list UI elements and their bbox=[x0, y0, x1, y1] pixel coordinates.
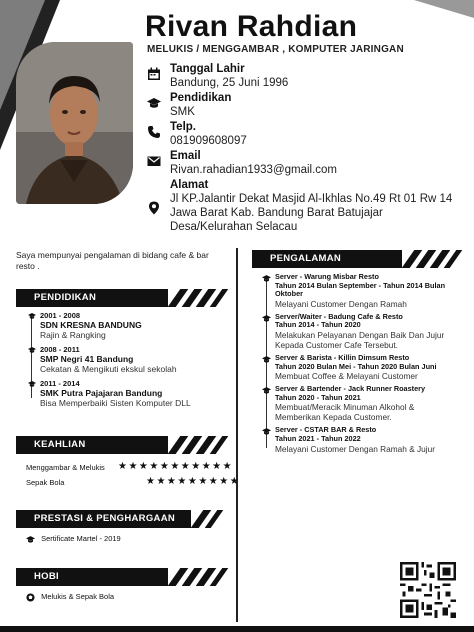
info-education-title: Pendidikan bbox=[170, 92, 232, 104]
phone-icon bbox=[147, 125, 161, 139]
experience-years: Tahun 2020 - Tahun 2021 bbox=[275, 392, 361, 402]
profile-photo-illustration bbox=[16, 42, 133, 204]
column-divider bbox=[236, 248, 238, 622]
section-title-skills: KEAHLIAN bbox=[34, 439, 86, 450]
candidate-name: Rivan Rahdian bbox=[145, 10, 358, 43]
education-timeline bbox=[28, 311, 228, 411]
experience-desc: Membuat Coffee & Melayani Customer bbox=[275, 371, 418, 382]
info-email-value: Rivan.rahadian1933@gmail.com bbox=[170, 164, 338, 176]
info-address bbox=[145, 179, 465, 234]
education-years: 2008 - 2011 bbox=[40, 345, 80, 354]
info-address-value: Jl KP.Jalantir Dekat Masjid Al-Ikhlas No.49 Rt 01 Rw 14 Jawa Barat Kab. Bandung Barat Batujajar Desa/Kelurahan Selacau bbox=[170, 193, 453, 233]
candidate-role: MELUKIS / MENGGAMBAR , KOMPUTER JARINGAN bbox=[147, 44, 404, 55]
info-phone bbox=[145, 121, 465, 148]
graduation-cap-icon bbox=[262, 274, 271, 283]
experience-item bbox=[262, 385, 458, 422]
graduation-cap-icon bbox=[28, 380, 36, 388]
skill-stars: ★★★★★★★★★ bbox=[146, 476, 241, 487]
info-email-title: Email bbox=[170, 150, 201, 162]
graduation-cap-icon bbox=[26, 535, 35, 544]
graduation-cap-icon bbox=[147, 96, 161, 110]
section-title-education: PENDIDIKAN bbox=[34, 292, 97, 303]
graduation-cap-icon bbox=[262, 355, 271, 364]
info-address-title: Alamat bbox=[170, 179, 209, 191]
graduation-cap-icon bbox=[28, 312, 36, 320]
graduation-cap-icon bbox=[28, 346, 36, 354]
education-school: SDN KRESNA BANDUNG bbox=[40, 320, 142, 330]
profile-photo bbox=[16, 42, 133, 204]
experience-item bbox=[262, 426, 458, 453]
achievement-item bbox=[26, 534, 121, 544]
graduation-cap-icon bbox=[262, 427, 271, 436]
education-school: SMK Putra Pajajaran Bandung bbox=[40, 388, 163, 398]
summary-text: Saya mempunyai pengalaman di bidang cafe & bar resto . bbox=[16, 250, 209, 271]
section-bar-achievements bbox=[16, 510, 191, 528]
info-education-value: SMK bbox=[170, 106, 195, 118]
experience-timeline bbox=[262, 273, 458, 458]
info-birth-value: Bandung, 25 Juni 1996 bbox=[170, 77, 289, 89]
experience-role: Server/Waiter - Badung Cafe & Resto bbox=[275, 311, 403, 321]
soccer-ball-icon bbox=[26, 593, 35, 602]
graduation-cap-icon bbox=[262, 386, 271, 395]
experience-years: Tahun 2021 - Tahun 2022 bbox=[275, 433, 361, 443]
achievement-label: Sertificate Martel - 2019 bbox=[41, 534, 121, 543]
location-pin-icon bbox=[147, 201, 161, 215]
section-bar-hobbies bbox=[16, 568, 168, 586]
section-bar-experience bbox=[252, 250, 402, 268]
education-item bbox=[28, 311, 228, 340]
experience-years: Tahun 2020 Bulan Mei - Tahun 2020 Bulan Juni bbox=[275, 361, 437, 371]
personal-info bbox=[145, 63, 465, 234]
experience-role: Server - CSTAR BAR & Resto bbox=[275, 425, 377, 435]
education-item bbox=[28, 379, 228, 408]
experience-desc: Membuat/Meracik Minuman Alkohol & Memberikan Kepada Customer. bbox=[275, 402, 415, 423]
education-desc: Bisa Memperbaiki Sisten Komputer DLL bbox=[40, 398, 191, 408]
section-title-hobbies: HOBI bbox=[34, 571, 59, 582]
experience-item bbox=[262, 354, 458, 381]
experience-item bbox=[262, 313, 458, 350]
experience-item bbox=[262, 273, 458, 309]
experience-role: Server & Bartender - Jack Runner Roastery bbox=[275, 384, 426, 394]
skill-label: Menggambar & Melukis bbox=[26, 463, 105, 472]
hobby-label: Melukis & Sepak Bola bbox=[41, 592, 115, 601]
education-years: 2011 - 2014 bbox=[40, 379, 80, 388]
graduation-cap-icon bbox=[262, 314, 271, 323]
info-phone-value: 081909608097 bbox=[170, 135, 247, 147]
info-birth bbox=[145, 63, 465, 90]
education-desc: Rajin & Rangking bbox=[40, 330, 106, 340]
hobby-item bbox=[26, 592, 114, 602]
info-birth-title: Tanggal Lahir bbox=[170, 63, 245, 75]
experience-desc: Melakukan Pelayanan Dengan Baik Dan Jujur Kepada Customer Cafe Tersebut. bbox=[275, 329, 445, 350]
envelope-icon bbox=[147, 154, 161, 168]
experience-role: Server - Warung Misbar Resto bbox=[275, 272, 379, 281]
section-title-experience: PENGALAMAN bbox=[270, 253, 342, 264]
bottom-decorative-band bbox=[0, 624, 474, 632]
calendar-icon bbox=[147, 67, 161, 81]
info-phone-title: Telp. bbox=[170, 121, 196, 133]
section-bar-skills bbox=[16, 436, 168, 454]
experience-years: Tahun 2014 Bulan September - Tahun 2014 Bulan Oktober bbox=[275, 280, 446, 299]
section-bar-education bbox=[16, 289, 168, 307]
skill-label: Sepak Bola bbox=[26, 478, 65, 487]
experience-desc: Melayani Customer Dengan Ramah & Jujur bbox=[275, 443, 436, 454]
decorative-corner-top-right bbox=[414, 0, 474, 18]
education-desc: Cekatan & Mengikuti ekskul sekolah bbox=[40, 364, 177, 374]
education-school: SMP Negri 41 Bandung bbox=[40, 354, 134, 364]
education-years: 2001 - 2008 bbox=[40, 311, 81, 320]
experience-role: Server & Barista - Killin Dimsum Resto bbox=[275, 352, 410, 362]
skill-stars: ★★★★★★★★★★★ bbox=[118, 461, 234, 472]
education-item bbox=[28, 345, 228, 374]
info-email bbox=[145, 150, 465, 177]
qr-code[interactable] bbox=[400, 562, 456, 618]
info-education bbox=[145, 92, 465, 119]
experience-desc: Melayani Customer Dengan Ramah bbox=[275, 298, 407, 309]
experience-years: Tahun 2014 - Tahun 2020 bbox=[275, 320, 361, 330]
section-title-achievements: PRESTASI & PENGHARGAAN bbox=[34, 513, 176, 524]
